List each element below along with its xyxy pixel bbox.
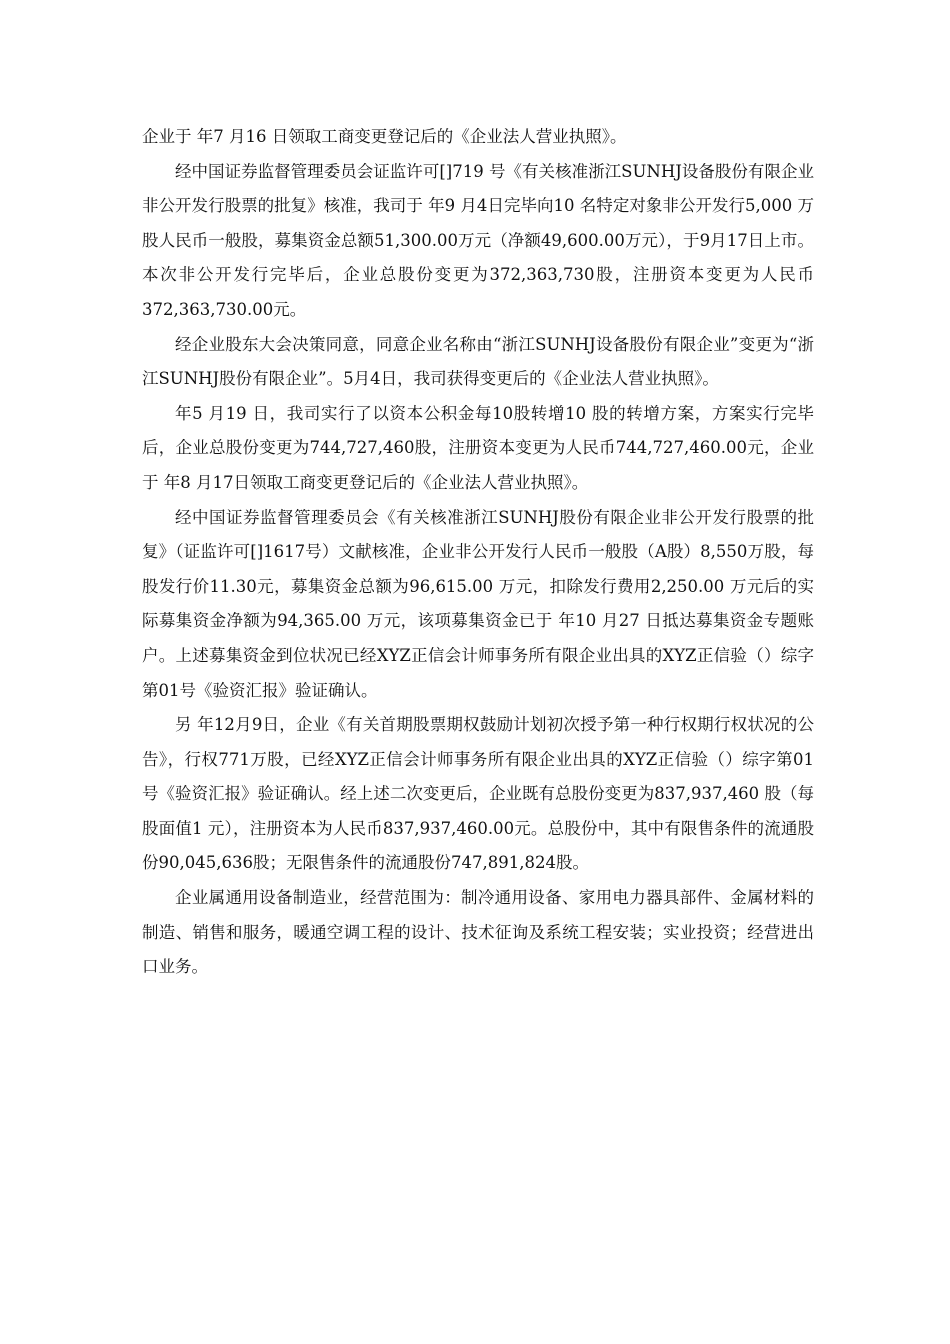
paragraph-private-placement-1: 经中国证券监督管理委员会证监许可[]719 号《有关核准浙江SUNHJ设备股份有限企业非公开发行股票的批复》核准，我司于 年9 月4日完毕向10 名特定对象非公开发行5,000 万股人民币一般股，募集资金总额51,300.00万元（净额49,600.00万元），于9月17日上市。本次非公开发行完毕后，企业总股份变更为372,363,730股，注册资本变更为人民币372,363,730.00元。 <box>142 161 814 319</box>
paragraph-name-change: 经企业股东大会决策同意，同意企业名称由“浙江SUNHJ设备股份有限企业”变更为“浙江SUNHJ股份有限企业”。5月4日，我司获得变更后的《企业法人营业执照》。 <box>142 334 814 389</box>
paragraph-option-exercise: 另 年12月9日，企业《有关首期股票期权鼓励计划初次授予第一种行权期行权状况的公告》，行权771万股，已经XYZ正信会计师事务所有限企业出具的XYZ正信验（）综字第01 号《验资汇报》验证确认。经上述二次变更后，企业既有总股份变更为837,937,460 股（每股面值1 元），注册资本为人民币837,937,460.00元。总股份中，其中有限售条件的流通股份90,045,636股；无限售条件的流通股份747,891,824股。 <box>142 715 814 873</box>
paragraph-private-placement-2: 经中国证券监督管理委员会《有关核准浙江SUNHJ股份有限企业非公开发行股票的批复》（证监许可[]1617号）文献核准，企业非公开发行人民币一般股（A股）8,550万股，每股发行价11.30元，募集资金总额为96,615.00 万元，扣除发行费用2,250.00 万元后的实际募集资金净额为94,365.00 万元，该项募集资金已于 年10 月27 日抵达募集资金专题账户。上述募集资金到位状况已经XYZ正信会计师事务所有限企业出具的XYZ正信验（）综字第01号《验资汇报》验证确认。 <box>142 507 814 700</box>
paragraph-business-scope: 企业属通用设备制造业，经营范围为：制冷通用设备、家用电力器具部件、金属材料的制造、销售和服务，暖通空调工程的设计、技术征询及系统工程安装；实业投资；经营进出口业务。 <box>142 888 814 977</box>
paragraph-share-conversion: 年5 月19 日，我司实行了以资本公积金每10股转增10 股的转增方案，方案实行完毕后，企业总股份变更为744,727,460股，注册资本变更为人民币744,727,460.00元，企业于 年8 月17日领取工商变更登记后的《企业法人营业执照》。 <box>142 403 814 492</box>
document-body <box>142 120 814 985</box>
paragraph-business-license-1: 企业于 年7 月16 日领取工商变更登记后的《企业法人营业执照》。 <box>142 127 627 146</box>
